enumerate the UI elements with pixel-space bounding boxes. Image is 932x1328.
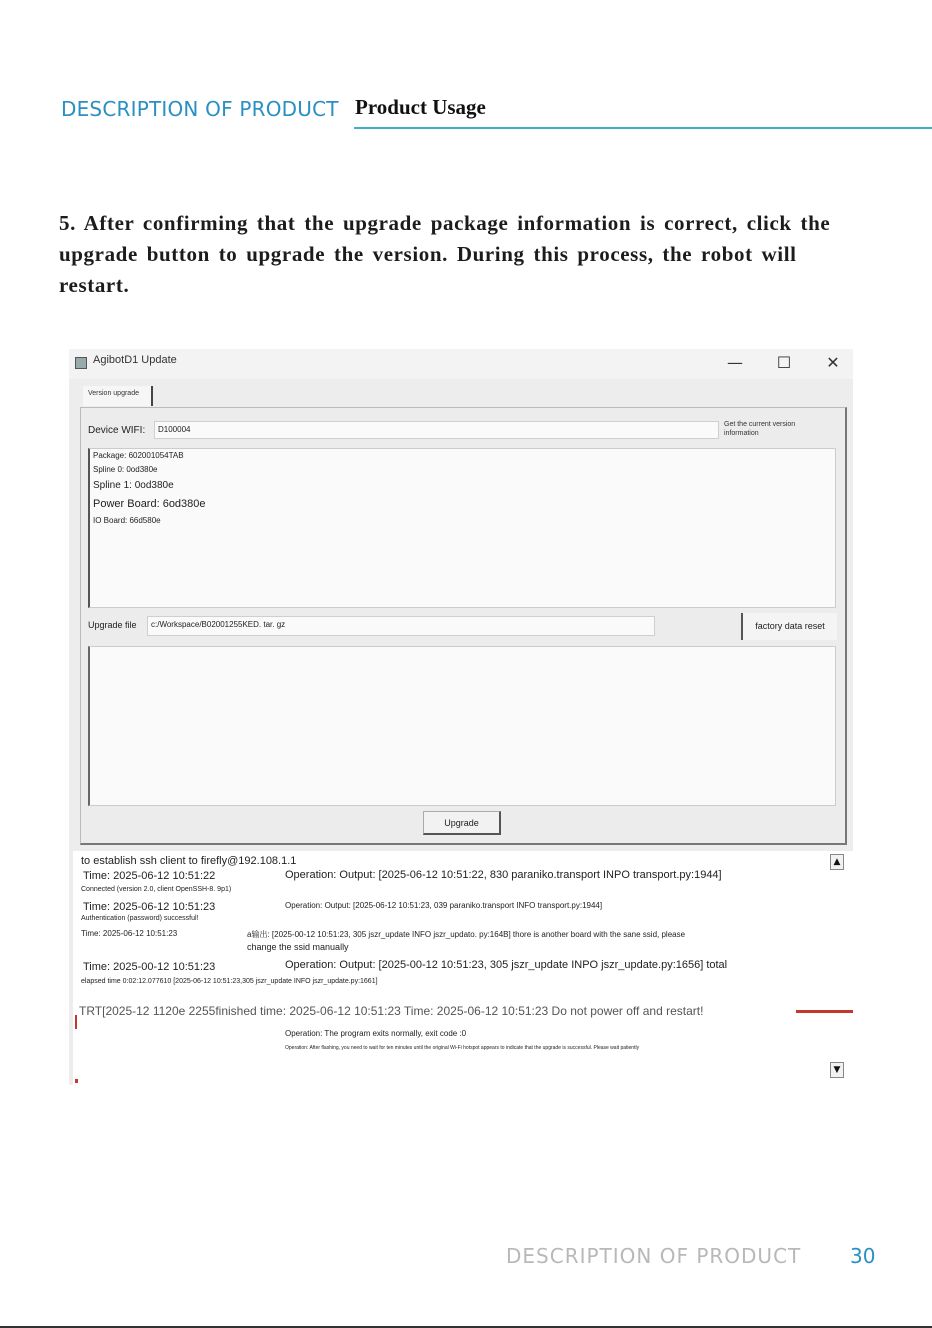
console-line: Operation: Output: [2025-06-12 10:51:23, 039 paraniko.transport INFO transport.py:1944]	[285, 901, 603, 910]
console-line: Time: 2025-06-12 10:51:23	[83, 901, 216, 913]
console-line: elapsed time 0:02:12.077610 [2025-06-12 10:51:23,305 jszr_update INFO jszr_update.py:1661]	[81, 978, 378, 985]
red-highlight-line	[796, 1010, 853, 1013]
console-line: Time: 2025-00-12 10:51:23	[83, 961, 216, 973]
console-line: Operation: The program exits normally, exit code :0	[285, 1029, 467, 1038]
console-line: Operation: Output: [2025-00-12 10:51:23, 305 jszr_update INPO jszr_update.py:1656] total	[285, 959, 728, 971]
console-line: to establish ssh client to firefly@192.108.1.1	[81, 855, 297, 867]
section-header: DESCRIPTION OF PRODUCT	[61, 97, 339, 121]
console-output	[73, 851, 853, 1085]
device-wifi-field[interactable]: D100004	[154, 421, 719, 439]
tab-version-upgrade[interactable]: Version upgrade	[83, 386, 153, 406]
footer-section: DESCRIPTION OF PRODUCT	[506, 1244, 802, 1268]
close-icon[interactable]: ✕	[826, 353, 840, 372]
scroll-down-arrow-icon[interactable]: ▼	[830, 1062, 844, 1078]
console-line: Time: 2025-06-12 10:51:22	[83, 870, 216, 882]
console-line: a输出: [2025-00-12 10:51:23, 305 jszr_update INFO jszr_updato. py:164B] thore is another board with the sane ssid, please	[247, 930, 686, 939]
console-line: Connected (version 2.0, client OpenSSH-8. 9p1)	[81, 886, 232, 893]
package-line: IO Board: 66d580e	[93, 516, 161, 525]
package-line: Package: 602001054TAB	[93, 451, 184, 460]
upgrade-file-field[interactable]: c:/Workspace/B02001255KED. tar. gz	[147, 616, 655, 636]
maximize-icon[interactable]: ☐	[776, 353, 792, 372]
console-line: change the ssid manually	[247, 942, 349, 952]
update-tool-screenshot	[69, 349, 853, 1085]
window-title: AgibotD1 Update	[93, 354, 177, 366]
package-line: Power Board: 6od380e	[93, 498, 206, 510]
package-info-box	[88, 448, 836, 608]
console-line: Authentication (password) successful!	[81, 915, 199, 922]
red-mark	[75, 1079, 78, 1083]
upgrade-button[interactable]: Upgrade	[423, 811, 501, 835]
header-rule	[354, 127, 932, 129]
step-instruction: 5. After confirming that the upgrade package information is correct, click the upgrade button to upgrade the version. During this process, the robot will restart.	[59, 211, 831, 297]
minimize-icon[interactable]: —	[727, 353, 743, 372]
factory-reset-button[interactable]: factory data reset	[741, 613, 837, 640]
red-mark	[75, 1015, 77, 1029]
package-line: Spline 0: 0od380e	[93, 465, 158, 474]
device-wifi-label: Device WIFI:	[88, 425, 146, 436]
console-line: Time: 2025-06-12 10:51:23	[81, 929, 178, 938]
package-line: Spline 1: 0od380e	[93, 480, 174, 491]
app-icon	[75, 357, 87, 369]
console-line: Operation: Output: [2025-06-12 10:51:22, 830 paraniko.transport INPO transport.py:1944]	[285, 869, 722, 881]
console-line: TRT[2025-12 1120e 2255finished time: 2025-06-12 10:51:23 Time: 2025-06-12 10:51:23 Do not power off and restart!	[79, 1004, 704, 1018]
console-line: Operation: After flashing, you need to wait for ten minutes until the original Wi-Fi hotspot appears to indicate that the upgrade is successful. Please wait patiently	[285, 1045, 640, 1051]
page-number: 30	[850, 1244, 876, 1268]
window-titlebar	[69, 349, 853, 379]
scroll-up-arrow-icon[interactable]: ▲	[830, 854, 844, 870]
upgrade-file-label: Upgrade file	[88, 620, 137, 630]
subsection-header: Product Usage	[355, 95, 486, 119]
upgrade-log-area	[88, 646, 836, 806]
get-version-button[interactable]: Get the current version information	[724, 421, 796, 437]
